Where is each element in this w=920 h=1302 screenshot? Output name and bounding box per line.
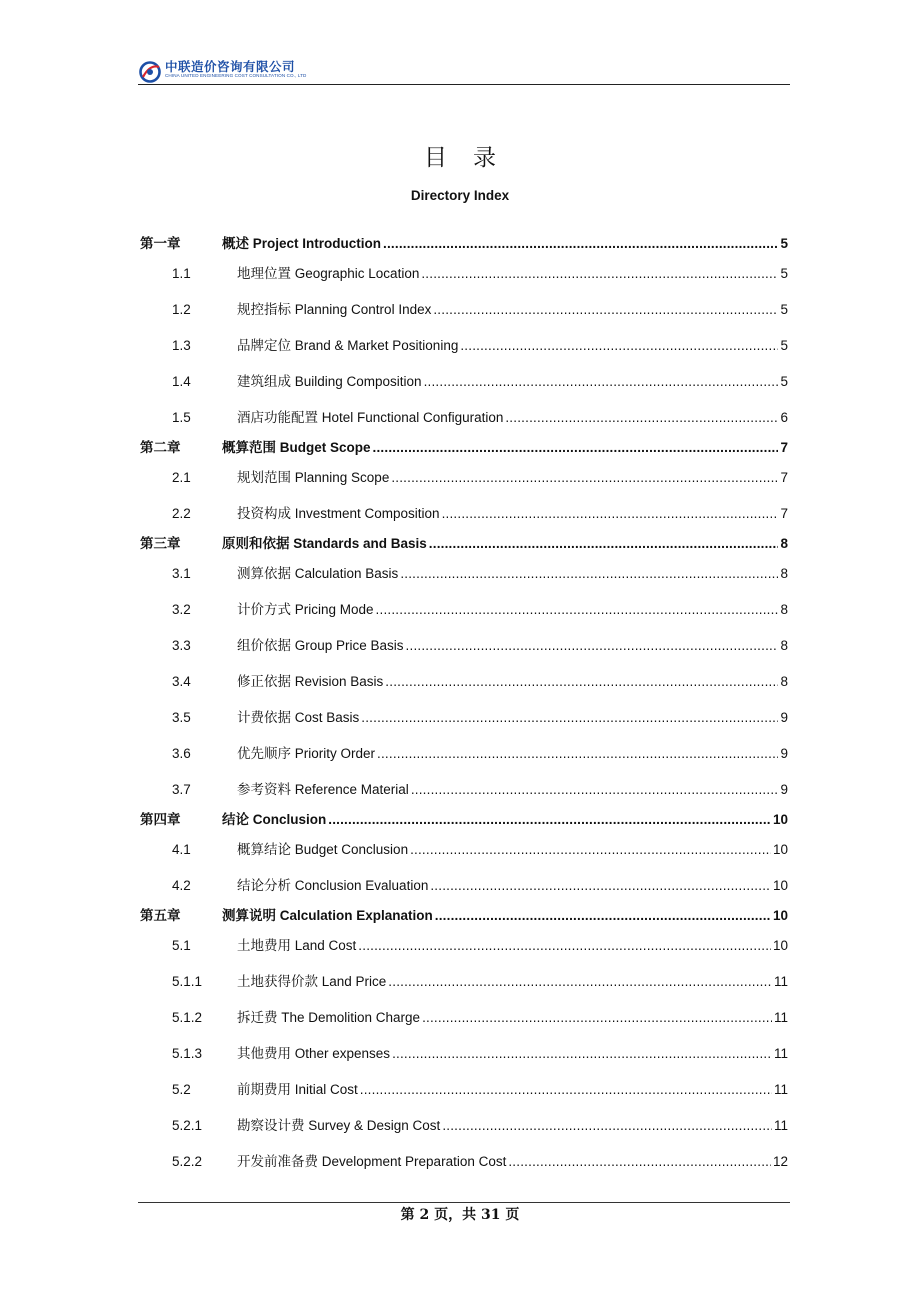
toc-number: 5.1.3 [172, 1046, 203, 1061]
toc-entry-line [222, 234, 788, 254]
dot-leader [422, 1008, 772, 1028]
dot-leader [406, 636, 779, 656]
toc-page-number: 8 [780, 602, 788, 617]
toc-number: 第三章 [140, 536, 181, 551]
toc-entry-line [222, 906, 788, 926]
toc-label: 结论 Conclusion [222, 812, 327, 827]
toc-entry-line [237, 780, 788, 800]
toc-number: 1.1 [172, 266, 191, 281]
toc-entry[interactable] [140, 936, 788, 956]
toc-page-number: 7 [780, 440, 788, 455]
toc-label: 测算说明 Calculation Explanation [222, 908, 433, 923]
toc-label: 勘察设计费 Survey & Design Cost [237, 1118, 441, 1133]
toc-page-number: 9 [780, 782, 788, 797]
toc-number: 3.3 [172, 638, 191, 653]
toc-number: 2.2 [172, 506, 191, 521]
toc-entry[interactable] [140, 906, 788, 926]
toc-entry-line [237, 408, 788, 428]
toc-entry[interactable] [140, 1152, 788, 1172]
dot-leader [505, 408, 778, 428]
toc-page-number: 5 [780, 236, 788, 251]
toc-entry[interactable] [140, 636, 788, 656]
toc-number: 1.5 [172, 410, 191, 425]
toc-page-number: 10 [772, 878, 788, 893]
toc-number: 5.2 [172, 1082, 191, 1097]
dot-leader [433, 300, 778, 320]
toc-label: 优先顺序 Priority Order [237, 746, 376, 761]
dot-leader [358, 936, 771, 956]
toc-label: 其他费用 Other expenses [237, 1046, 391, 1061]
toc-number: 5.2.2 [172, 1154, 203, 1169]
toc-label: 原则和依据 Standards and Basis [222, 536, 427, 551]
toc-entry[interactable] [140, 600, 788, 620]
toc-number: 2.1 [172, 470, 191, 485]
dot-leader [361, 708, 778, 728]
dot-leader [442, 1116, 772, 1136]
toc-label: 概算范围 Budget Scope [222, 440, 371, 455]
toc-entry-line [237, 672, 788, 692]
dot-leader [360, 1080, 772, 1100]
toc-page-number: 11 [773, 1082, 788, 1097]
header-rule [138, 84, 790, 85]
toc-label: 品牌定位 Brand & Market Positioning [237, 338, 459, 353]
dot-leader [373, 438, 779, 458]
toc-entry-line [237, 1044, 788, 1064]
toc-entry-line [237, 300, 788, 320]
toc-page-number: 5 [780, 374, 788, 389]
toc-number: 1.2 [172, 302, 191, 317]
toc-entry-line [237, 972, 788, 992]
toc-label: 地理位置 Geographic Location [237, 266, 420, 281]
toc-label: 开发前准备费 Development Preparation Cost [237, 1154, 507, 1169]
toc-label: 计费依据 Cost Basis [237, 710, 360, 725]
dot-leader [391, 468, 778, 488]
toc-page-number: 9 [780, 710, 788, 725]
toc-entry[interactable] [140, 534, 788, 554]
toc-entry[interactable] [140, 408, 788, 428]
dot-leader [424, 372, 779, 392]
toc-number: 1.3 [172, 338, 191, 353]
page-footer: 第 2 页，共 31 页 [400, 1207, 520, 1223]
dot-leader [460, 336, 778, 356]
toc-label: 组价依据 Group Price Basis [237, 638, 404, 653]
toc-label: 概述 Project Introduction [222, 236, 382, 251]
toc-label: 测算依据 Calculation Basis [237, 566, 399, 581]
company-logo-icon [138, 60, 162, 84]
toc-entry[interactable] [140, 810, 788, 830]
toc-entry-line [222, 810, 788, 830]
dot-leader [421, 264, 778, 284]
toc-page-number: 10 [772, 938, 788, 953]
toc-number: 3.2 [172, 602, 191, 617]
dot-leader [430, 876, 771, 896]
toc-label: 计价方式 Pricing Mode [237, 602, 374, 617]
dot-leader [435, 906, 771, 926]
toc-entry-line [237, 264, 788, 284]
toc-page-number: 8 [780, 638, 788, 653]
dot-leader [385, 672, 778, 692]
toc-entry[interactable] [140, 1044, 788, 1064]
toc-page-number: 10 [772, 842, 788, 857]
toc-number: 5.1.2 [172, 1010, 203, 1025]
toc-entry-line [237, 636, 788, 656]
toc-entry-line [237, 840, 788, 860]
toc-entry[interactable] [140, 372, 788, 392]
toc-label: 前期费用 Initial Cost [237, 1082, 358, 1097]
toc-entry[interactable] [140, 672, 788, 692]
dot-leader [383, 234, 778, 254]
toc-entry-line [237, 372, 788, 392]
toc-label: 拆迁费 The Demolition Charge [237, 1010, 421, 1025]
toc-entry[interactable] [140, 1080, 788, 1100]
toc-entry[interactable] [140, 504, 788, 524]
page-header [138, 60, 790, 86]
toc-page-number: 10 [772, 908, 788, 923]
toc-entry[interactable] [140, 840, 788, 860]
toc-page-number: 7 [780, 506, 788, 521]
dot-leader [411, 780, 779, 800]
toc-entry[interactable] [140, 300, 788, 320]
dot-leader [508, 1152, 771, 1172]
toc-entry-line [237, 876, 788, 896]
toc-entry[interactable] [140, 1008, 788, 1028]
toc-page-number: 8 [780, 566, 788, 581]
toc-page-number: 8 [780, 674, 788, 689]
toc-number: 第二章 [140, 440, 181, 455]
toc-entry-line [222, 534, 788, 554]
toc-entry[interactable] [140, 780, 788, 800]
toc-number: 第一章 [140, 236, 181, 251]
toc-page-number: 11 [773, 1046, 788, 1061]
toc-label: 投资构成 Investment Composition [237, 506, 440, 521]
toc-page-number: 7 [780, 470, 788, 485]
toc-entry-line [237, 468, 788, 488]
toc-entry-line [237, 1116, 788, 1136]
dot-leader [388, 972, 772, 992]
toc-entry[interactable] [140, 438, 788, 458]
toc-entry-line [222, 438, 788, 458]
toc-label: 建筑组成 Building Composition [237, 374, 422, 389]
toc-label: 土地获得价款 Land Price [237, 974, 387, 989]
toc-entry-line [237, 1008, 788, 1028]
dot-leader [376, 600, 779, 620]
dot-leader [328, 810, 771, 830]
toc-number: 3.4 [172, 674, 191, 689]
toc-entry-line [237, 600, 788, 620]
toc-number: 3.1 [172, 566, 191, 581]
toc-page-number: 5 [780, 266, 788, 281]
toc-number: 第五章 [140, 908, 181, 923]
company-logo [138, 60, 306, 84]
toc-label: 土地费用 Land Cost [237, 938, 357, 953]
toc-entry[interactable] [140, 744, 788, 764]
toc-entry[interactable] [140, 264, 788, 284]
toc-page-number: 11 [773, 974, 788, 989]
toc-entry[interactable] [140, 468, 788, 488]
dot-leader [400, 564, 778, 584]
toc-page-number: 10 [772, 812, 788, 827]
toc-number: 4.1 [172, 842, 191, 857]
toc-entry-line [237, 1080, 788, 1100]
toc-entry[interactable] [140, 336, 788, 356]
dot-leader [429, 534, 779, 554]
toc-number: 3.6 [172, 746, 191, 761]
toc-page-number: 6 [780, 410, 788, 425]
toc-entry[interactable] [140, 876, 788, 896]
dot-leader [410, 840, 771, 860]
page-title: 目录 [424, 145, 522, 171]
toc-label: 修正依据 Revision Basis [237, 674, 384, 689]
toc-entry-line [237, 936, 788, 956]
dot-leader [442, 504, 779, 524]
toc-page-number: 5 [780, 338, 788, 353]
toc-entry-line [237, 1152, 788, 1172]
toc-number: 5.2.1 [172, 1118, 203, 1133]
toc-number: 4.2 [172, 878, 191, 893]
toc-entry[interactable] [140, 972, 788, 992]
toc-label: 参考资料 Reference Material [237, 782, 409, 797]
toc-number: 1.4 [172, 374, 191, 389]
toc-label: 规控指标 Planning Control Index [237, 302, 432, 317]
toc-entry[interactable] [140, 234, 788, 254]
toc-page-number: 11 [773, 1010, 788, 1025]
toc-entry-line [237, 564, 788, 584]
toc-page-number: 5 [780, 302, 788, 317]
dot-leader [392, 1044, 772, 1064]
toc-number: 5.1.1 [172, 974, 203, 989]
toc-label: 酒店功能配置 Hotel Functional Configuration [237, 410, 504, 425]
toc-entry-line [237, 744, 788, 764]
toc-page-number: 12 [772, 1154, 788, 1169]
toc-label: 结论分析 Conclusion Evaluation [237, 878, 429, 893]
toc-number: 3.7 [172, 782, 191, 797]
toc-label: 概算结论 Budget Conclusion [237, 842, 409, 857]
toc-page-number: 11 [773, 1118, 788, 1133]
toc-page-number: 9 [780, 746, 788, 761]
toc-number: 3.5 [172, 710, 191, 725]
toc-entry[interactable] [140, 1116, 788, 1136]
toc-entry-line [237, 708, 788, 728]
toc-entry-line [237, 336, 788, 356]
toc-entry-line [237, 504, 788, 524]
dot-leader [377, 744, 778, 764]
toc-number: 第四章 [140, 812, 181, 827]
toc-entry[interactable] [140, 564, 788, 584]
page-subtitle: Directory Index [410, 188, 510, 203]
toc-entry[interactable] [140, 708, 788, 728]
toc-number: 5.1 [172, 938, 191, 953]
toc-label: 规划范围 Planning Scope [237, 470, 390, 485]
company-name-cn: 中联造价咨询有限公司 [165, 59, 296, 74]
toc-page-number: 8 [780, 536, 788, 551]
footer-rule [138, 1202, 790, 1203]
company-name-en: CHINA UNITED ENGINEERING COST CONSULTATION CO., LTD [165, 73, 307, 78]
